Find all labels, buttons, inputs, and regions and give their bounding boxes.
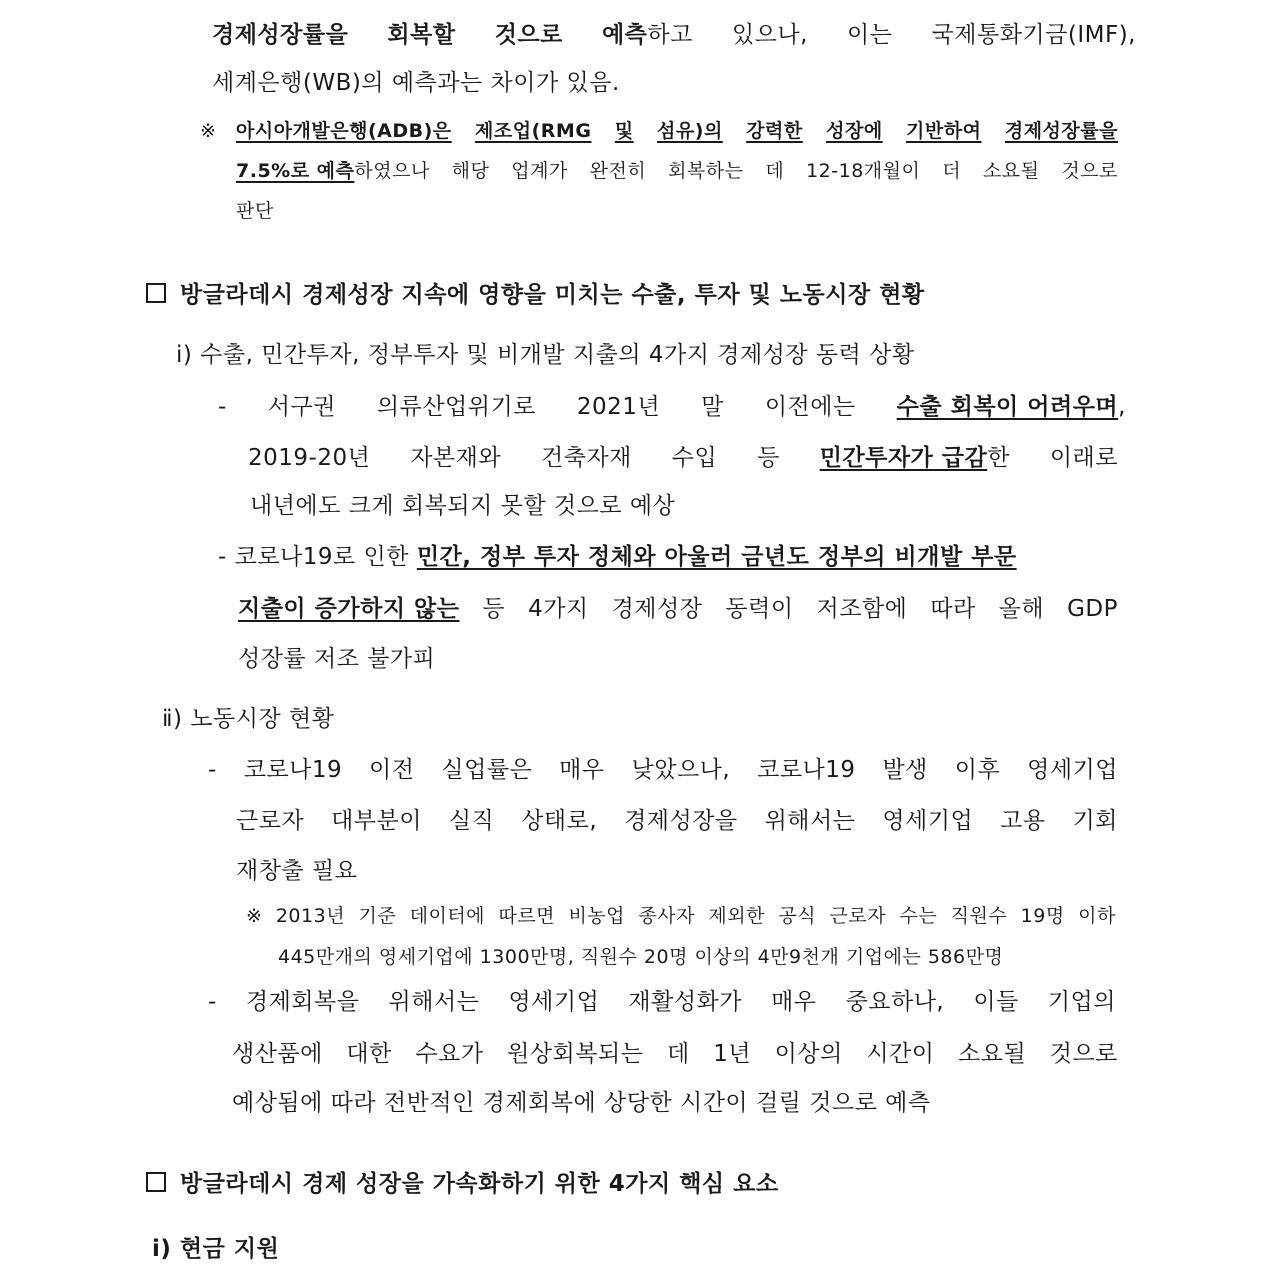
text: 12-18개월이 xyxy=(806,160,921,182)
text: 코로나19 xyxy=(757,757,856,783)
text: 이래로 xyxy=(1049,445,1118,471)
text: - xyxy=(208,989,217,1015)
text: 경제성장 xyxy=(611,596,703,622)
bullet-line: 성장률 저조 불가피 xyxy=(238,646,436,672)
text: 위해서는 xyxy=(388,989,480,1015)
checkbox-square-icon xyxy=(146,283,166,303)
text: 직원수 xyxy=(950,905,1008,927)
text: 실업률은 xyxy=(441,757,533,783)
text: 생산품에 xyxy=(232,1041,323,1067)
subsection-title: ⅱ) 노동시장 현황 xyxy=(162,706,335,732)
text: 원상회복되는 xyxy=(507,1041,644,1067)
text: 있으나, xyxy=(731,22,808,48)
text: 매우 xyxy=(771,989,817,1015)
text: 상태로, xyxy=(521,808,598,834)
text: 의류산업위기로 xyxy=(376,394,536,420)
text: 2019-20년 xyxy=(248,445,371,471)
text: 건축자재 xyxy=(540,445,632,471)
text: 경제성장률을 xyxy=(1004,120,1118,142)
text: 영세기업 xyxy=(882,808,974,834)
text: 서구권 xyxy=(267,394,336,420)
text: 저조함에 xyxy=(816,596,908,622)
bullet-line: 내년에도 크게 회복되지 못할 것으로 예상 xyxy=(250,493,676,519)
section-heading: 방글라데시 경제성장 지속에 영향을 미치는 수출, 투자 및 노동시장 현황 xyxy=(146,280,925,310)
text: 따라 xyxy=(930,596,976,622)
text: 올해 xyxy=(998,596,1045,622)
text: 더 xyxy=(942,160,962,182)
text: 것으로 xyxy=(1049,1041,1118,1067)
text: 4가지 xyxy=(528,596,589,622)
text: 섬유)의 xyxy=(657,120,723,142)
text: 지출이 증가하지 않는 xyxy=(238,596,460,622)
text: 종사자 xyxy=(638,905,695,927)
text: 제외한 xyxy=(708,905,765,927)
bullet-line xyxy=(232,1039,1118,1069)
text: 제조업(RMG xyxy=(475,120,592,142)
text: - xyxy=(208,757,217,783)
text: 수요가 xyxy=(415,1041,484,1067)
para1-line1 xyxy=(212,20,1136,50)
text: 데 xyxy=(765,160,785,182)
text: 2021년 xyxy=(576,394,661,420)
text: 데 xyxy=(666,1041,690,1067)
text: 기업의 xyxy=(1047,989,1116,1015)
note1-line1 xyxy=(236,116,1118,146)
text: 위해서는 xyxy=(764,808,856,834)
text: 낮았으나, xyxy=(631,757,731,783)
text: 예측하고 xyxy=(601,22,693,48)
text: 해당 xyxy=(451,160,490,182)
text: 코로나19 xyxy=(243,757,343,783)
text: 영세기업 xyxy=(508,989,600,1015)
para1-line2: 세계은행(WB)의 예측과는 차이가 있음. xyxy=(212,70,620,96)
text: 기반하여 xyxy=(906,120,982,142)
text: 1년 xyxy=(713,1041,752,1067)
text: 이들 xyxy=(973,989,1019,1015)
text: 동력이 xyxy=(725,596,794,622)
text: 공식 xyxy=(778,905,817,927)
text: 실직 xyxy=(448,808,495,834)
bullet-line xyxy=(238,594,1118,624)
text: 소요될 xyxy=(982,160,1040,182)
subsection-title: ⅰ) 수출, 민간투자, 정부투자 및 비개발 지출의 4가지 경제성장 동력 상황 xyxy=(176,342,915,368)
text: 이후 xyxy=(954,757,1001,783)
text: - xyxy=(218,394,227,420)
text: 매우 xyxy=(559,757,605,783)
text: 시간이 xyxy=(866,1041,935,1067)
bullet-line: 예상됨에 따라 전반적인 경제회복에 상당한 시간이 걸릴 것으로 예측 xyxy=(232,1090,931,1116)
text: 강력한 xyxy=(746,120,803,142)
text: 말 xyxy=(701,394,724,420)
text: 고용 xyxy=(1000,808,1046,834)
note1-line2 xyxy=(236,156,1118,186)
note-line xyxy=(246,901,1116,931)
text: 이전 xyxy=(369,757,415,783)
bullet-line xyxy=(218,392,1126,422)
text: 재활성화가 xyxy=(628,989,742,1015)
text: 이하 xyxy=(1078,905,1116,927)
text: 19명 xyxy=(1020,905,1065,927)
bullet-line: 재창출 필요 xyxy=(236,858,358,884)
text: 발생 xyxy=(882,757,928,783)
text: ※ xyxy=(246,905,263,927)
text: 기회 xyxy=(1072,808,1118,834)
bullet-line xyxy=(208,987,1116,1017)
text: 7.5%로 예측하였으나 xyxy=(236,160,430,182)
bullet-line xyxy=(208,755,1118,785)
text: 수는 xyxy=(899,905,938,927)
text: 완전히 xyxy=(589,160,647,182)
text: 등 xyxy=(757,445,780,471)
bullet-line xyxy=(236,806,1118,836)
text: 영세기업 xyxy=(1027,757,1118,783)
text: 데이터에 xyxy=(409,905,486,927)
checkbox-square-icon xyxy=(146,1172,166,1192)
text: 중요하나, xyxy=(845,989,945,1015)
section-heading: 방글라데시 경제 성장을 가속화하기 위한 4가지 핵심 요소 xyxy=(146,1169,779,1199)
text: 기준 xyxy=(358,905,397,927)
note1-line3: 판단 xyxy=(236,200,274,222)
text: 국제통화기금(IMF), xyxy=(931,22,1136,48)
text: 수출 회복이 어려우며, xyxy=(896,394,1126,420)
text: 및 xyxy=(614,120,634,142)
text: 따르면 xyxy=(498,905,556,927)
text: 것으로 xyxy=(494,22,563,48)
text: 회복할 xyxy=(387,22,456,48)
bullet-line: - 코로나19로 인한 민간, 정부 투자 정체와 아울러 금년도 정부의 비개발 부문 xyxy=(218,544,1017,570)
text: 경제성장을 xyxy=(624,808,738,834)
text: 회복하는 xyxy=(668,160,744,182)
text: 소요될 xyxy=(958,1041,1027,1067)
text: 성장에 xyxy=(826,120,883,142)
text: 민간투자가 급감한 xyxy=(819,445,1010,471)
note-line: 445만개의 영세기업에 1300만명, 직원수 20명 이상의 4만9천개 기업에는 586만명 xyxy=(278,946,1004,968)
text: 이전에는 xyxy=(764,394,856,420)
text: 근로자 xyxy=(236,808,305,834)
text: 대부분이 xyxy=(331,808,422,834)
text: 아시아개발은행(ADB)은 xyxy=(236,120,452,142)
subsection-title: ⅰ) 현금 지원 xyxy=(152,1236,280,1262)
bullet-line xyxy=(248,443,1118,473)
text: 근로자 xyxy=(829,905,887,927)
text: 경제회복을 xyxy=(245,989,360,1015)
text: 업계가 xyxy=(511,160,568,182)
text: 이는 xyxy=(847,22,893,48)
text: GDP xyxy=(1067,596,1118,622)
text: 대한 xyxy=(346,1041,392,1067)
text: 비농업 xyxy=(568,905,626,927)
text: 이상의 xyxy=(774,1041,843,1067)
text: 2013년 xyxy=(275,905,346,927)
note-mark: ※ xyxy=(200,120,217,142)
text: 것으로 xyxy=(1061,160,1118,182)
text: 등 xyxy=(482,596,506,622)
text: 수입 xyxy=(671,445,718,471)
text: 자본재와 xyxy=(410,445,502,471)
text: 경제성장률을 xyxy=(212,22,349,48)
